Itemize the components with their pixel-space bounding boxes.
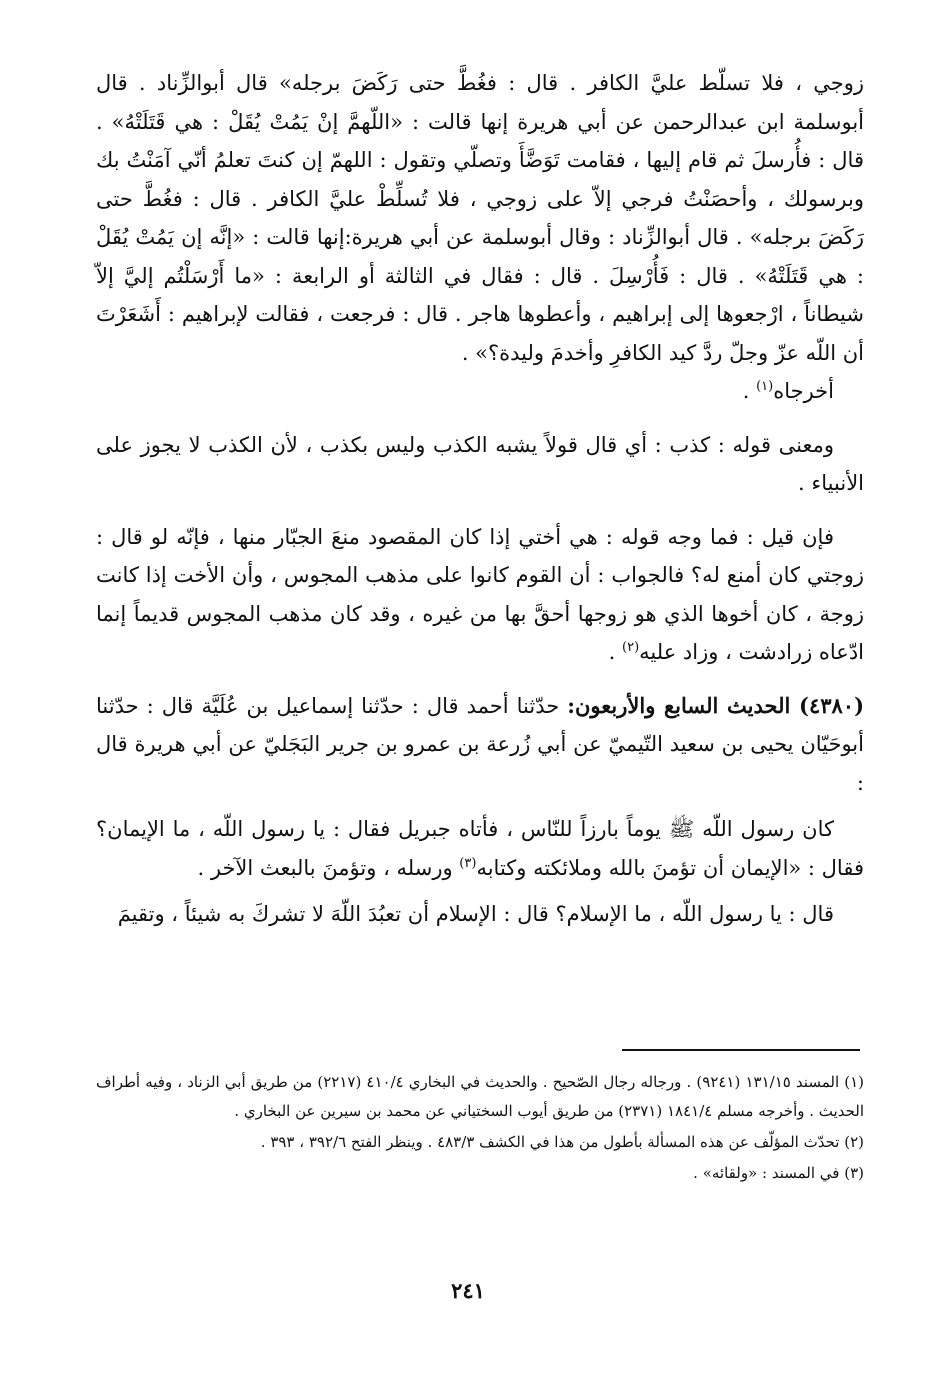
footnote-ref-1: (١) bbox=[756, 379, 774, 394]
footnote-ref-3: (٣) bbox=[459, 855, 477, 871]
footnotes bbox=[96, 1068, 864, 1188]
footnote-3: (٣) في المسند : «ولقائه» . bbox=[693, 1164, 864, 1182]
paragraph-question bbox=[96, 518, 864, 672]
footnote-separator bbox=[622, 1049, 860, 1051]
paragraph-iman bbox=[96, 810, 864, 887]
takhrij-text: أخرجاه bbox=[773, 379, 834, 403]
iman-text: كان رسول اللّه ﷺ يوماً بارزاً للنّاس ، فأتاه جبريل فقال : يا رسول اللّه ، ما الإيمان؟ فقال : «الإيمان أن تؤمنَ بالله وملائكته وكتابه bbox=[96, 817, 864, 880]
paragraph-meaning: ومعنى قوله : كذب : أي قال قولاً يشبه الكذب وليس بكذب ، لأن الكذب لا يجوز على الأنبياء . bbox=[96, 432, 864, 495]
takhrij-end: . bbox=[742, 379, 757, 403]
paragraph-takhrij bbox=[96, 372, 864, 411]
main-text bbox=[96, 64, 864, 934]
footnote-1: (١) المسند ١٣١/١٥ (٩٢٤١) . ورجاله رجال الصّحيح . والحديث في البخاري ٤١٠/٤ (٢٢١٧) من طريق أبي الزناد ، وفيه أطراف الحديث . وأخرجه مسلم ١٨٤١/٤ (٢٣٧١) من طريق أيوب السختياني عن محمد بن سيرين عن البخاري . bbox=[96, 1073, 864, 1120]
footnote-2: (٢) تحدّث المؤلّف عن هذه المسألة بأطول من هذا في الكشف ٤٨٣/٣ . وينظر الفتح ٣٩٢/٦ ، ٣٩٣ . bbox=[260, 1133, 864, 1151]
iman-end: ورسله ، وتؤمنَ بالبعث الآخر . bbox=[197, 855, 460, 880]
paragraph-hadith-continuation: زوجي ، فلا تسلّط عليَّ الكافر . قال : فغُطَّ حتى رَكَضَ برجله» قال أبوالزِّناد . قال أبوسلمة ابن عبدالرحمن عن أبي هريرة إنها قالت : «اللّهمَّ إنْ يَمُتْ يُقَلْ : هي قَتَلَتْهُ» . قال : فأُرسلَ ثم قام إليها ، فقامت تَوَضَّأَ وتصلّي وتقول : اللهمّ إن كنتَ تعلمُ أنّي آمَنْتُ بك وبرسولك ، وأحصَنْتُ فرجي إلاّ على زوجي ، فلا تُسلِّطْ عليَّ الكافر . قال : فغُطَّ حتى رَكَضَ برجله» . قال أبوالزِّناد : وقال أبوسلمة عن أبي هريرة:إنها قالت : «إنَّه إن يَمُتْ يُقَلْ : هي قَتَلَتْهُ» . قال : فَأُرْسِلَ . قال : فقال في الثالثة أو الرابعة : «ما أَرْسَلْتُم إليَّ إلاّ شيطاناً ، ارْجعوها إلى إبراهيم ، وأعطوها هاجر . قال : فرجعت ، فقالت لإبراهيم : أَشَعَرْتَ أن اللّه عزّ وجلّ ردَّ كيد الكافرِ وأخدمَ وليدة؟» . bbox=[96, 71, 864, 365]
question-text: فإن قيل : فما وجه قوله : هي أختي إذا كان المقصود منعَ الجبّار منها ، فإنّه لو قال : زوجتي كان أمنع له؟ فالجواب : أن القوم كانوا على مذهب المجوس ، وأن الأخت إذا كانت زوجة ، كان أخوها الذي هو زوجها أحقَّ بها من غيره ، وقد كان مذهب المجوس قديماً إنما ادّعاه زرادشت ، وزاد عليه bbox=[96, 524, 864, 664]
paragraph-islam: قال : يا رسول اللّه ، ما الإسلام؟ قال : الإسلام أن تعبُدَ اللّهَ لا تشركَ به شيئاً ، وتقيمَ bbox=[117, 902, 834, 926]
hadith-isnad: حدّثنا أحمد قال : حدّثنا إسماعيل بن عُلَيَّة قال : حدّثنا أبوحَيّان يحيى بن سعيد التّيميّ عن أبي زُرعة بن عمرو بن جرير البَجَليّ عن أبي هريرة قال : bbox=[96, 693, 864, 795]
question-end: . bbox=[608, 640, 623, 664]
footnote-ref-2: (٢) bbox=[622, 640, 640, 655]
page-number: ٢٤١ bbox=[451, 1278, 485, 1303]
hadith-heading: (٤٣٨٠) الحديث السابع والأربعون: bbox=[567, 692, 864, 718]
paragraph-hadith-47 bbox=[96, 687, 864, 803]
